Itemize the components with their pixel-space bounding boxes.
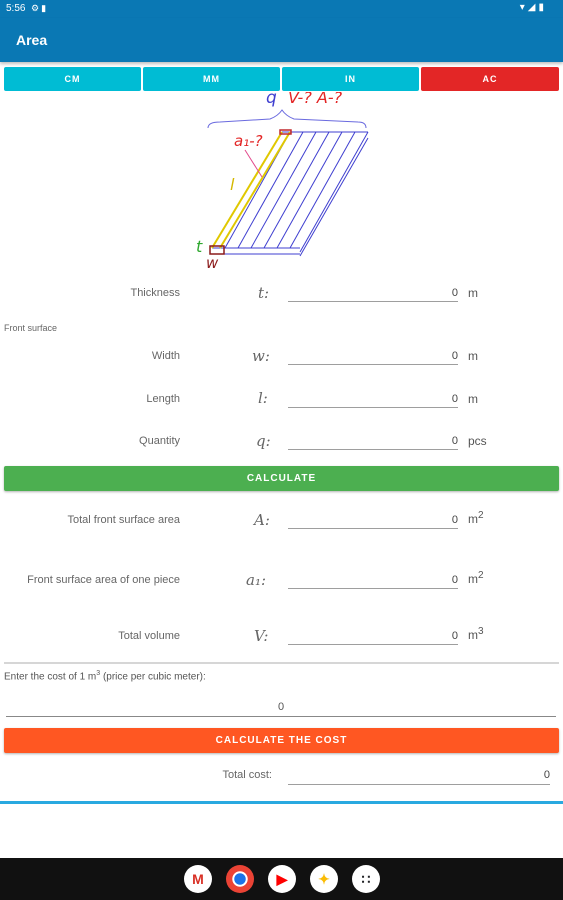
width-label: Width xyxy=(151,350,180,362)
status-bar xyxy=(0,0,563,18)
front-surface-title: Front surface xyxy=(4,323,58,333)
diagram-label-w: w xyxy=(206,254,219,270)
settings-icon: ⚙ xyxy=(31,3,42,13)
quantity-input[interactable]: 0 xyxy=(288,433,458,450)
total-area-output: 0 xyxy=(288,512,458,529)
thickness-unit: m xyxy=(468,286,478,300)
diagram-label-volume-area: V-? A-? xyxy=(288,92,343,107)
status-time: 5:56 xyxy=(6,3,26,14)
thickness-input[interactable]: 0 xyxy=(288,285,458,302)
sd-card-icon: ▮ xyxy=(41,3,49,13)
total-area-unit: $m^2$ xyxy=(468,510,484,526)
total-cost-output: 0 xyxy=(288,766,550,785)
thickness-symbol: t: xyxy=(258,284,270,302)
volume-label: Total volume xyxy=(118,630,180,642)
quantity-unit: pcs xyxy=(468,434,487,448)
quantity-label: Quantity xyxy=(139,435,180,447)
length-label: Length xyxy=(146,393,180,405)
volume-output: 0 xyxy=(288,628,458,645)
diagram-label-l: l xyxy=(230,175,235,194)
piece-area-unit: $m^2$ xyxy=(468,570,484,586)
total-area-label: Total front surface area xyxy=(67,514,180,526)
width-symbol: w: xyxy=(252,347,270,365)
piece-area-symbol: a₁: xyxy=(246,571,267,589)
thickness-label: Thickness xyxy=(130,287,180,299)
tab-ac[interactable]: AC xyxy=(421,67,559,91)
app-drawer-icon[interactable]: ∷ xyxy=(352,865,380,893)
diagram-label-t: t xyxy=(196,237,203,256)
battery-icon: ▮ xyxy=(538,2,547,13)
signal-icon: ◢ xyxy=(527,2,539,13)
app-bar xyxy=(0,18,563,62)
width-input[interactable]: 0 xyxy=(288,348,458,365)
cost-input[interactable]: 0 xyxy=(6,698,556,717)
volume-unit: $m^3$ xyxy=(468,626,484,642)
diagram-label-q: q xyxy=(266,92,277,108)
wifi-icon: ▾ xyxy=(519,2,528,13)
gmail-icon[interactable]: M xyxy=(184,865,212,893)
calculate-button[interactable]: CALCULATE xyxy=(4,466,559,491)
photos-icon[interactable]: ✦ xyxy=(310,865,338,893)
divider xyxy=(4,662,559,664)
length-symbol: l: xyxy=(258,389,268,407)
length-input[interactable]: 0 xyxy=(288,391,458,408)
total-area-symbol: A: xyxy=(254,511,270,529)
cost-prompt: Enter the cost of 1 $m^3$ (price per cubic meter): xyxy=(4,670,206,683)
tab-in[interactable]: IN xyxy=(282,67,419,91)
chrome-icon[interactable] xyxy=(226,865,254,893)
length-unit: m xyxy=(468,392,478,406)
youtube-icon[interactable]: ▶ xyxy=(268,865,296,893)
board-stack-diagram xyxy=(190,92,380,270)
diagram-label-a1: a₁-? xyxy=(234,132,263,150)
total-cost-label: Total cost: xyxy=(222,769,272,781)
unit-tabs xyxy=(4,67,559,91)
bottom-accent-line xyxy=(0,801,563,804)
piece-area-output: 0 xyxy=(288,572,458,589)
quantity-symbol: q: xyxy=(256,432,271,450)
calculate-cost-button[interactable]: CALCULATE THE COST xyxy=(4,728,559,753)
piece-area-label: Front surface area of one piece xyxy=(27,574,180,586)
width-unit: m xyxy=(468,349,478,363)
volume-symbol: V: xyxy=(254,627,269,645)
tab-cm[interactable]: CM xyxy=(4,67,141,91)
app-title: Area xyxy=(16,32,48,48)
tab-mm[interactable]: MM xyxy=(143,67,280,91)
